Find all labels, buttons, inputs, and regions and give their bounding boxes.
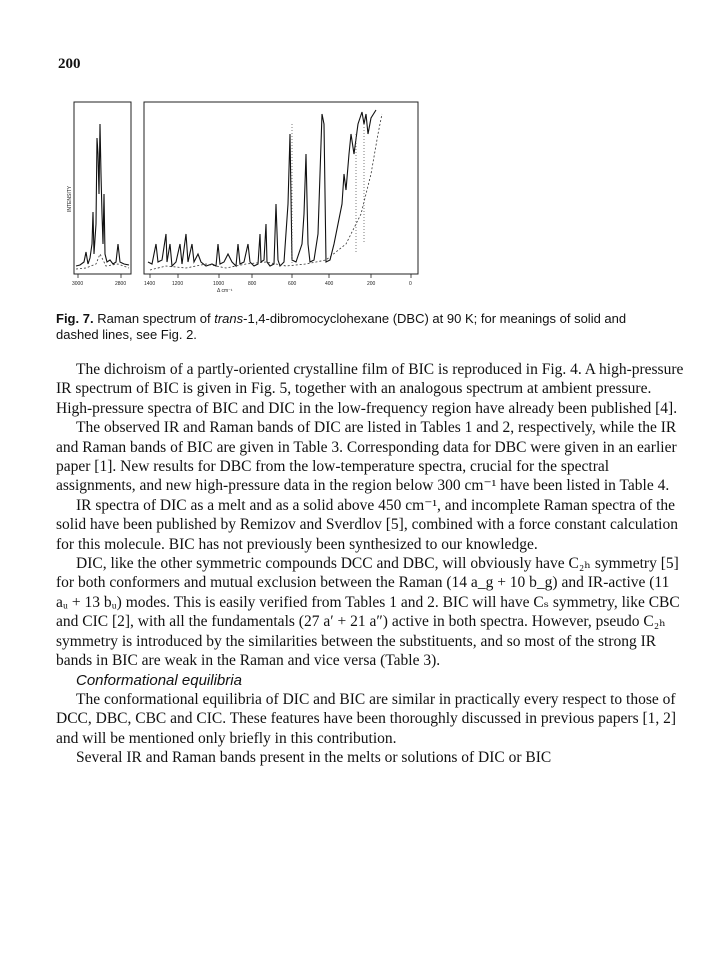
spectrum-trace-left: [76, 124, 129, 266]
paragraph: IR spectra of DIC as a melt and as a solid above 450 cm⁻¹, and incomplete Raman spectra of the solid have been published by Remizov and Sverdlov [5], combined with a force constant calculation for this molecule. BIC has not previously been synthesized to our knowledge.: [56, 496, 678, 553]
tick-label: 400: [325, 281, 334, 287]
x-axis-label: Δ cm⁻¹: [217, 288, 233, 294]
caption-text-end: -1,4-dibromocyclohexane (DBC) at 90 K; for meanings of solid and dashed lines, see Fig. 2.: [56, 311, 627, 342]
caption-text-start: Raman spectrum of: [97, 311, 215, 326]
raman-spectrum-figure: [66, 94, 422, 306]
body-text: [56, 360, 684, 768]
tick-label: 3000: [72, 281, 84, 287]
tick-label: 0: [409, 281, 412, 287]
tick-label: 800: [248, 281, 257, 287]
paragraph: DIC, like the other symmetric compounds DCC and DBC, will obviously have C₂ₕ symmetry [5] for both conformers and mutual exclusion between the Raman (14 a_g + 10 b_g) and IR-active (11 aᵤ + 13 bᵤ) modes. This is easily verified from Tables 1 and 2. BIC will have Cₛ symmetry, like CBC and CIC [2], with all the fundamentals (27 a′ + 21 a″) active in both spectra. However, pseudo C₂ₕ symmetry is introduced by the similarities between the substituents, and so most of the strong IR bands in BIC are weak in the Raman and vice versa (Table 3).: [56, 555, 680, 670]
caption-italic: trans: [214, 311, 244, 326]
tick-label: 200: [367, 281, 376, 287]
x-tick-labels: [72, 281, 412, 287]
page-number: 200: [58, 56, 81, 72]
tick-label: 1000: [213, 281, 225, 287]
y-axis-label: INTENSITY: [67, 185, 73, 212]
figure-caption: [56, 311, 666, 343]
tick-label: 1200: [172, 281, 184, 287]
x-axis-ticks: [78, 274, 411, 278]
caption-label: Fig. 7.: [56, 311, 94, 326]
spectrum-trace-right: [148, 110, 376, 266]
spectrum-plot: [66, 94, 422, 306]
tick-label: 1400: [144, 281, 156, 287]
section-heading: Conformational equilibria: [76, 671, 242, 689]
paragraph: The observed IR and Raman bands of DIC are listed in Tables 1 and 2, respectively, while the IR and Raman bands of BIC are given in Table 3. Corresponding data for DBC were given in an earlier paper [1]. New results for DBC from the low-temperature spectra, crucial for the spectral assignments, and new high-pressure data in the region below 300 cm⁻¹ have been listed in Table 4.: [56, 419, 677, 495]
tick-label: 2800: [115, 281, 127, 287]
paragraph: The dichroism of a partly-oriented crystalline film of BIC is reproduced in Fig. 4. A high-pressure IR spectrum of BIC is given in Fig. 5, together with an analogous spectrum at ambient pressure. High-pressure spectra of BIC and DIC in the low-frequency region have already been published [4].: [56, 361, 684, 417]
paragraph: The conformational equilibria of DIC and BIC are similar in practically every respect to those of DCC, DBC, CBC and CIC. These features have been thoroughly discussed in previous papers [1, 2] and will be mentioned only briefly in this contribution.: [56, 690, 677, 747]
right-panel-frame: [144, 102, 418, 274]
paragraph: Several IR and Raman bands present in the melts or solutions of DIC or BIC: [76, 749, 552, 767]
left-panel-frame: [74, 102, 131, 274]
tick-label: 600: [288, 281, 297, 287]
